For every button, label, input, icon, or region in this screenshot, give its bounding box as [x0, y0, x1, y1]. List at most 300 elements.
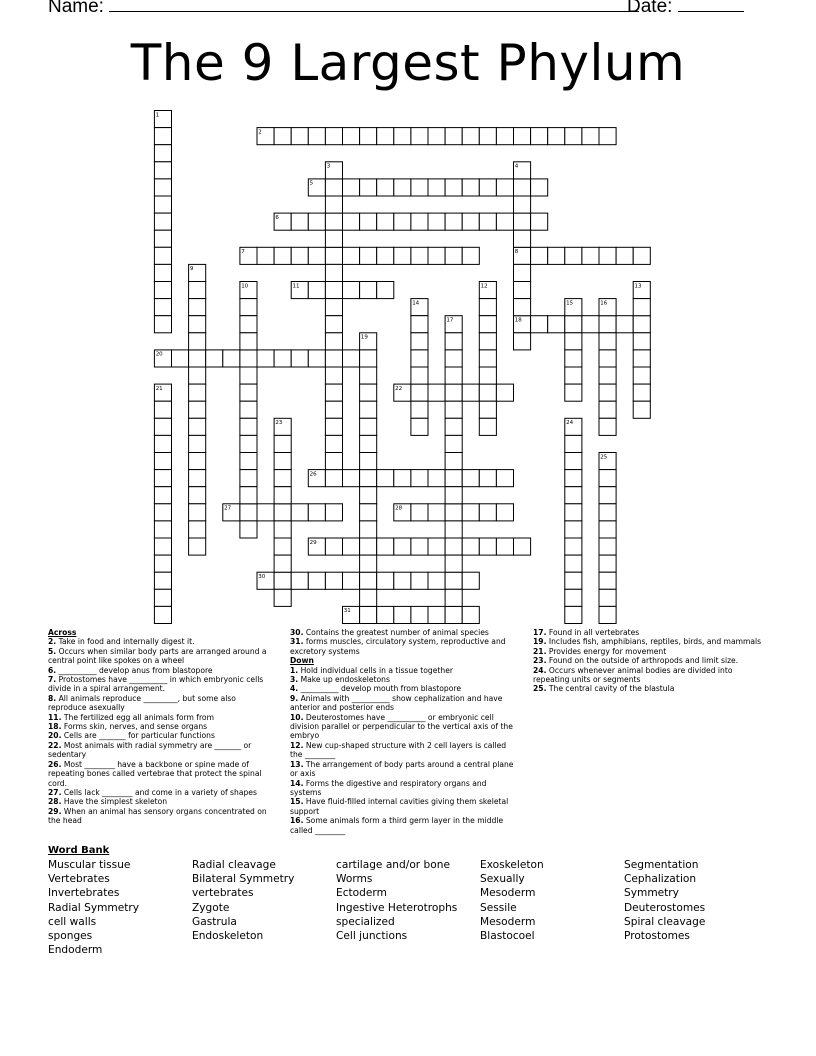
grid-cell[interactable]	[445, 247, 462, 264]
grid-cell[interactable]	[274, 521, 291, 538]
grid-cell[interactable]	[154, 572, 171, 589]
grid-cell[interactable]	[274, 247, 291, 264]
grid-cell[interactable]	[599, 606, 616, 623]
grid-cell[interactable]	[582, 316, 599, 333]
grid-cell[interactable]	[325, 128, 342, 145]
grid-cell[interactable]	[154, 213, 171, 230]
grid-cell[interactable]	[599, 589, 616, 606]
grid-cell[interactable]	[325, 179, 342, 196]
grid-cell[interactable]	[360, 401, 377, 418]
grid-cell[interactable]	[394, 572, 411, 589]
grid-cell[interactable]	[154, 470, 171, 487]
grid-cell[interactable]	[360, 213, 377, 230]
grid-cell[interactable]	[394, 470, 411, 487]
grid-cell[interactable]	[582, 128, 599, 145]
grid-cell[interactable]	[325, 230, 342, 247]
grid-cell[interactable]	[189, 350, 206, 367]
grid-cell[interactable]	[599, 350, 616, 367]
grid-cell[interactable]	[291, 350, 308, 367]
grid-cell[interactable]	[445, 555, 462, 572]
grid-cell[interactable]	[599, 333, 616, 350]
grid-cell[interactable]	[377, 128, 394, 145]
grid-cell[interactable]	[325, 213, 342, 230]
grid-cell[interactable]	[189, 538, 206, 555]
grid-cell[interactable]	[394, 247, 411, 264]
grid-cell[interactable]	[514, 179, 531, 196]
grid-cell[interactable]	[189, 316, 206, 333]
grid-cell[interactable]	[479, 128, 496, 145]
grid-cell[interactable]	[189, 333, 206, 350]
grid-cell[interactable]	[360, 589, 377, 606]
grid-cell[interactable]	[325, 333, 342, 350]
grid-cell[interactable]	[154, 521, 171, 538]
grid-cell[interactable]	[496, 384, 513, 401]
grid-cell[interactable]	[462, 538, 479, 555]
grid-cell[interactable]	[479, 333, 496, 350]
grid-cell[interactable]	[479, 299, 496, 316]
grid-cell[interactable]	[394, 128, 411, 145]
grid-cell[interactable]	[189, 418, 206, 435]
grid-cell[interactable]	[394, 213, 411, 230]
grid-cell[interactable]	[514, 128, 531, 145]
grid-cell[interactable]	[291, 572, 308, 589]
grid-cell[interactable]	[240, 333, 257, 350]
grid-cell[interactable]	[206, 350, 223, 367]
grid-cell[interactable]	[325, 504, 342, 521]
grid-cell[interactable]	[616, 247, 633, 264]
grid-cell[interactable]	[240, 299, 257, 316]
grid-cell[interactable]	[428, 384, 445, 401]
grid-cell[interactable]	[377, 538, 394, 555]
grid-cell[interactable]	[633, 247, 650, 264]
grid-cell[interactable]	[565, 435, 582, 452]
grid-cell[interactable]	[445, 401, 462, 418]
grid-cell[interactable]	[291, 128, 308, 145]
grid-cell[interactable]	[599, 487, 616, 504]
grid-cell[interactable]	[599, 384, 616, 401]
grid-cell[interactable]	[531, 316, 548, 333]
grid-cell[interactable]	[325, 418, 342, 435]
grid-cell[interactable]	[531, 247, 548, 264]
grid-cell[interactable]	[360, 470, 377, 487]
grid-cell[interactable]	[360, 555, 377, 572]
grid-cell[interactable]	[154, 145, 171, 162]
grid-cell[interactable]	[325, 401, 342, 418]
grid-cell[interactable]	[394, 179, 411, 196]
grid-cell[interactable]	[445, 333, 462, 350]
grid-cell[interactable]	[240, 487, 257, 504]
grid-cell[interactable]	[377, 606, 394, 623]
grid-cell[interactable]	[154, 247, 171, 264]
grid-cell[interactable]	[531, 213, 548, 230]
grid-cell[interactable]	[377, 470, 394, 487]
grid-cell[interactable]	[154, 196, 171, 213]
grid-cell[interactable]	[240, 367, 257, 384]
grid-cell[interactable]	[377, 572, 394, 589]
grid-cell[interactable]	[445, 384, 462, 401]
grid-cell[interactable]	[325, 350, 342, 367]
grid-cell[interactable]	[291, 504, 308, 521]
grid-cell[interactable]	[240, 401, 257, 418]
grid-cell[interactable]	[274, 555, 291, 572]
grid-cell[interactable]	[240, 435, 257, 452]
grid-cell[interactable]	[274, 589, 291, 606]
grid-cell[interactable]	[462, 572, 479, 589]
grid-cell[interactable]	[428, 247, 445, 264]
grid-cell[interactable]	[360, 504, 377, 521]
grid-cell[interactable]	[411, 470, 428, 487]
grid-cell[interactable]	[325, 316, 342, 333]
grid-cell[interactable]	[240, 384, 257, 401]
grid-cell[interactable]	[189, 401, 206, 418]
grid-cell[interactable]	[599, 401, 616, 418]
grid-cell[interactable]	[514, 196, 531, 213]
grid-cell[interactable]	[154, 230, 171, 247]
grid-cell[interactable]	[445, 589, 462, 606]
grid-cell[interactable]	[154, 606, 171, 623]
grid-cell[interactable]	[445, 350, 462, 367]
grid-cell[interactable]	[548, 247, 565, 264]
grid-cell[interactable]	[274, 470, 291, 487]
grid-cell[interactable]	[565, 470, 582, 487]
grid-cell[interactable]	[257, 504, 274, 521]
grid-cell[interactable]	[189, 299, 206, 316]
grid-cell[interactable]	[496, 213, 513, 230]
grid-cell[interactable]	[514, 333, 531, 350]
grid-cell[interactable]	[257, 350, 274, 367]
grid-cell[interactable]	[445, 179, 462, 196]
grid-cell[interactable]	[240, 316, 257, 333]
grid-cell[interactable]	[565, 247, 582, 264]
grid-cell[interactable]	[411, 367, 428, 384]
grid-cell[interactable]	[360, 572, 377, 589]
grid-cell[interactable]	[514, 282, 531, 299]
grid-cell[interactable]	[308, 572, 325, 589]
grid-cell[interactable]	[154, 401, 171, 418]
grid-cell[interactable]	[479, 401, 496, 418]
grid-cell[interactable]	[633, 367, 650, 384]
grid-cell[interactable]	[565, 333, 582, 350]
grid-cell[interactable]	[360, 247, 377, 264]
grid-cell[interactable]	[462, 128, 479, 145]
grid-cell[interactable]	[325, 196, 342, 213]
grid-cell[interactable]	[394, 606, 411, 623]
grid-cell[interactable]	[479, 384, 496, 401]
grid-cell[interactable]	[411, 606, 428, 623]
grid-cell[interactable]	[189, 487, 206, 504]
grid-cell[interactable]	[428, 470, 445, 487]
grid-cell[interactable]	[308, 128, 325, 145]
grid-cell[interactable]	[616, 316, 633, 333]
grid-cell[interactable]	[445, 453, 462, 470]
grid-cell[interactable]	[599, 555, 616, 572]
grid-cell[interactable]	[240, 504, 257, 521]
grid-cell[interactable]	[154, 264, 171, 281]
grid-cell[interactable]	[599, 367, 616, 384]
grid-cell[interactable]	[599, 538, 616, 555]
grid-cell[interactable]	[428, 572, 445, 589]
grid-cell[interactable]	[325, 384, 342, 401]
grid-cell[interactable]	[189, 521, 206, 538]
grid-cell[interactable]	[599, 128, 616, 145]
grid-cell[interactable]	[343, 572, 360, 589]
grid-cell[interactable]	[548, 316, 565, 333]
grid-cell[interactable]	[565, 606, 582, 623]
grid-cell[interactable]	[240, 418, 257, 435]
grid-cell[interactable]	[154, 299, 171, 316]
grid-cell[interactable]	[325, 282, 342, 299]
grid-cell[interactable]	[257, 247, 274, 264]
grid-cell[interactable]	[462, 504, 479, 521]
grid-cell[interactable]	[360, 435, 377, 452]
grid-cell[interactable]	[343, 538, 360, 555]
grid-cell[interactable]	[411, 128, 428, 145]
grid-cell[interactable]	[411, 316, 428, 333]
grid-cell[interactable]	[325, 367, 342, 384]
grid-cell[interactable]	[274, 572, 291, 589]
grid-cell[interactable]	[325, 435, 342, 452]
grid-cell[interactable]	[325, 247, 342, 264]
grid-cell[interactable]	[240, 521, 257, 538]
grid-cell[interactable]	[445, 128, 462, 145]
grid-cell[interactable]	[445, 435, 462, 452]
grid-cell[interactable]	[377, 282, 394, 299]
grid-cell[interactable]	[462, 247, 479, 264]
grid-cell[interactable]	[496, 504, 513, 521]
grid-cell[interactable]	[411, 572, 428, 589]
grid-cell[interactable]	[189, 282, 206, 299]
grid-cell[interactable]	[411, 333, 428, 350]
grid-cell[interactable]	[343, 470, 360, 487]
grid-cell[interactable]	[411, 213, 428, 230]
grid-cell[interactable]	[154, 504, 171, 521]
grid-cell[interactable]	[411, 179, 428, 196]
grid-cell[interactable]	[565, 572, 582, 589]
grid-cell[interactable]	[360, 282, 377, 299]
grid-cell[interactable]	[154, 555, 171, 572]
grid-cell[interactable]	[445, 521, 462, 538]
grid-cell[interactable]	[343, 179, 360, 196]
grid-cell[interactable]	[633, 350, 650, 367]
grid-cell[interactable]	[377, 213, 394, 230]
grid-cell[interactable]	[240, 453, 257, 470]
grid-cell[interactable]	[308, 282, 325, 299]
grid-cell[interactable]	[496, 538, 513, 555]
grid-cell[interactable]	[154, 435, 171, 452]
grid-cell[interactable]	[445, 572, 462, 589]
grid-cell[interactable]	[599, 572, 616, 589]
grid-cell[interactable]	[565, 538, 582, 555]
grid-cell[interactable]	[479, 504, 496, 521]
grid-cell[interactable]	[479, 179, 496, 196]
grid-cell[interactable]	[308, 247, 325, 264]
grid-cell[interactable]	[514, 538, 531, 555]
grid-cell[interactable]	[325, 264, 342, 281]
grid-cell[interactable]	[154, 128, 171, 145]
grid-cell[interactable]	[343, 128, 360, 145]
grid-cell[interactable]	[599, 504, 616, 521]
grid-cell[interactable]	[377, 247, 394, 264]
grid-cell[interactable]	[479, 470, 496, 487]
grid-cell[interactable]	[154, 282, 171, 299]
grid-cell[interactable]	[154, 316, 171, 333]
grid-cell[interactable]	[531, 179, 548, 196]
grid-cell[interactable]	[479, 367, 496, 384]
grid-cell[interactable]	[411, 504, 428, 521]
grid-cell[interactable]	[479, 538, 496, 555]
grid-cell[interactable]	[411, 350, 428, 367]
grid-cell[interactable]	[565, 316, 582, 333]
grid-cell[interactable]	[189, 384, 206, 401]
grid-cell[interactable]	[633, 384, 650, 401]
grid-cell[interactable]	[274, 435, 291, 452]
grid-cell[interactable]	[189, 504, 206, 521]
grid-cell[interactable]	[565, 555, 582, 572]
grid-cell[interactable]	[189, 453, 206, 470]
grid-cell[interactable]	[445, 504, 462, 521]
grid-cell[interactable]	[531, 128, 548, 145]
grid-cell[interactable]	[291, 213, 308, 230]
grid-cell[interactable]	[343, 350, 360, 367]
grid-cell[interactable]	[633, 401, 650, 418]
grid-cell[interactable]	[548, 128, 565, 145]
grid-cell[interactable]	[240, 350, 257, 367]
grid-cell[interactable]	[274, 487, 291, 504]
grid-cell[interactable]	[360, 418, 377, 435]
grid-cell[interactable]	[274, 128, 291, 145]
grid-cell[interactable]	[343, 213, 360, 230]
grid-cell[interactable]	[428, 504, 445, 521]
grid-cell[interactable]	[582, 247, 599, 264]
grid-cell[interactable]	[360, 128, 377, 145]
grid-cell[interactable]	[445, 470, 462, 487]
grid-cell[interactable]	[154, 453, 171, 470]
grid-cell[interactable]	[274, 453, 291, 470]
grid-cell[interactable]	[154, 418, 171, 435]
grid-cell[interactable]	[240, 470, 257, 487]
grid-cell[interactable]	[565, 453, 582, 470]
grid-cell[interactable]	[189, 470, 206, 487]
grid-cell[interactable]	[428, 538, 445, 555]
grid-cell[interactable]	[462, 213, 479, 230]
grid-cell[interactable]	[360, 521, 377, 538]
grid-cell[interactable]	[479, 350, 496, 367]
grid-cell[interactable]	[325, 453, 342, 470]
grid-cell[interactable]	[462, 384, 479, 401]
grid-cell[interactable]	[428, 606, 445, 623]
grid-cell[interactable]	[565, 521, 582, 538]
grid-cell[interactable]	[445, 367, 462, 384]
grid-cell[interactable]	[274, 350, 291, 367]
grid-cell[interactable]	[154, 487, 171, 504]
grid-cell[interactable]	[308, 213, 325, 230]
grid-cell[interactable]	[154, 179, 171, 196]
grid-cell[interactable]	[411, 384, 428, 401]
grid-cell[interactable]	[599, 470, 616, 487]
grid-cell[interactable]	[360, 453, 377, 470]
grid-cell[interactable]	[360, 487, 377, 504]
grid-cell[interactable]	[599, 316, 616, 333]
grid-cell[interactable]	[360, 538, 377, 555]
grid-cell[interactable]	[462, 179, 479, 196]
grid-cell[interactable]	[360, 384, 377, 401]
grid-cell[interactable]	[445, 487, 462, 504]
grid-cell[interactable]	[223, 350, 240, 367]
grid-cell[interactable]	[565, 350, 582, 367]
grid-cell[interactable]	[565, 487, 582, 504]
grid-cell[interactable]	[633, 333, 650, 350]
grid-cell[interactable]	[154, 589, 171, 606]
grid-cell[interactable]	[428, 179, 445, 196]
grid-cell[interactable]	[189, 435, 206, 452]
grid-cell[interactable]	[479, 418, 496, 435]
grid-cell[interactable]	[514, 264, 531, 281]
grid-cell[interactable]	[565, 504, 582, 521]
grid-cell[interactable]	[445, 606, 462, 623]
grid-cell[interactable]	[633, 316, 650, 333]
grid-cell[interactable]	[599, 521, 616, 538]
grid-cell[interactable]	[154, 162, 171, 179]
grid-cell[interactable]	[565, 589, 582, 606]
grid-cell[interactable]	[428, 128, 445, 145]
grid-cell[interactable]	[325, 572, 342, 589]
grid-cell[interactable]	[377, 179, 394, 196]
grid-cell[interactable]	[343, 282, 360, 299]
grid-cell[interactable]	[496, 470, 513, 487]
grid-cell[interactable]	[172, 350, 189, 367]
grid-cell[interactable]	[343, 247, 360, 264]
grid-cell[interactable]	[462, 606, 479, 623]
grid-cell[interactable]	[445, 418, 462, 435]
grid-cell[interactable]	[479, 213, 496, 230]
grid-cell[interactable]	[411, 538, 428, 555]
grid-cell[interactable]	[462, 470, 479, 487]
grid-cell[interactable]	[565, 128, 582, 145]
grid-cell[interactable]	[325, 470, 342, 487]
grid-cell[interactable]	[360, 179, 377, 196]
grid-cell[interactable]	[479, 316, 496, 333]
grid-cell[interactable]	[360, 367, 377, 384]
grid-cell[interactable]	[411, 418, 428, 435]
grid-cell[interactable]	[325, 299, 342, 316]
grid-cell[interactable]	[274, 538, 291, 555]
grid-cell[interactable]	[445, 538, 462, 555]
grid-cell[interactable]	[428, 213, 445, 230]
grid-cell[interactable]	[189, 367, 206, 384]
grid-cell[interactable]	[514, 213, 531, 230]
grid-cell[interactable]	[565, 367, 582, 384]
grid-cell[interactable]	[308, 504, 325, 521]
grid-cell[interactable]	[599, 418, 616, 435]
grid-cell[interactable]	[633, 299, 650, 316]
grid-cell[interactable]	[496, 128, 513, 145]
grid-cell[interactable]	[445, 213, 462, 230]
grid-cell[interactable]	[325, 538, 342, 555]
grid-cell[interactable]	[411, 247, 428, 264]
grid-cell[interactable]	[599, 247, 616, 264]
grid-cell[interactable]	[274, 504, 291, 521]
grid-cell[interactable]	[514, 230, 531, 247]
grid-cell[interactable]	[360, 350, 377, 367]
grid-cell[interactable]	[411, 401, 428, 418]
grid-cell[interactable]	[496, 179, 513, 196]
grid-cell[interactable]	[308, 350, 325, 367]
grid-cell[interactable]	[154, 538, 171, 555]
grid-cell[interactable]	[514, 299, 531, 316]
grid-cell[interactable]	[360, 606, 377, 623]
grid-cell[interactable]	[291, 247, 308, 264]
grid-cell[interactable]	[394, 538, 411, 555]
